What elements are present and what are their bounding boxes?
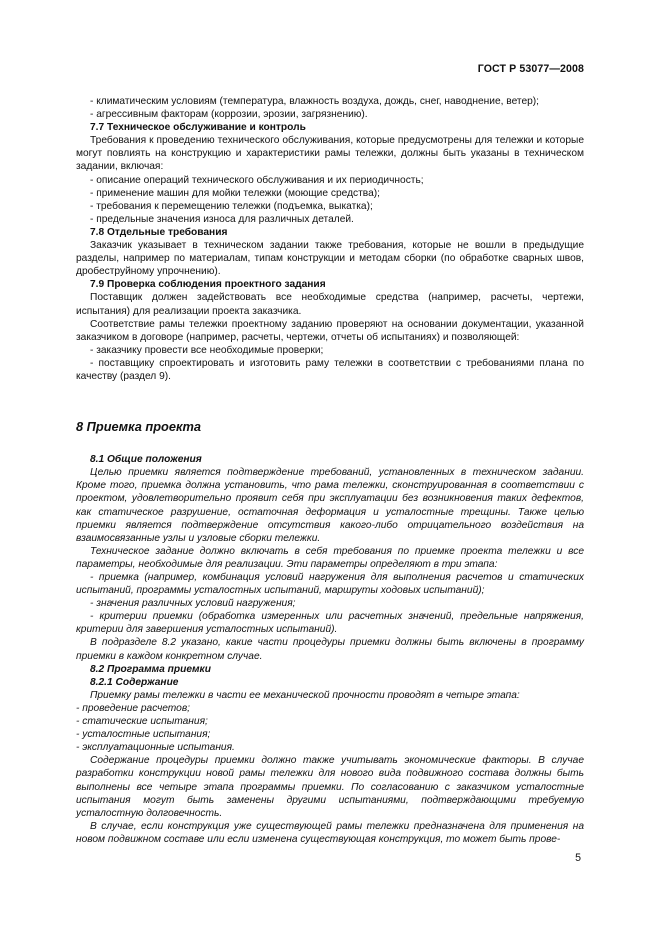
list-item: - описание операций технического обслуживания и их периодичность; bbox=[90, 174, 424, 186]
list-item: - применение машин для мойки тележки (моющие средства); bbox=[90, 187, 380, 199]
subsection-heading-8-2-1: 8.2.1 Содержание bbox=[90, 676, 179, 688]
subsection-heading-8-1: 8.1 Общие положения bbox=[90, 454, 202, 466]
list-item: - требования к перемещению тележки (подъемка, выкатка); bbox=[90, 200, 373, 212]
page-content bbox=[76, 95, 584, 846]
list-item: - заказчику провести все необходимые проверки; bbox=[90, 344, 324, 356]
paragraph: Техническое задание должно включать в себя требования по приемке проекта тележки и все параметры, необходимые для реализации. Эти параметры определяют в три этапа: bbox=[76, 545, 584, 570]
list-item: - поставщику спроектировать и изготовить раму тележки в соответствии с требованиями плана по качеству (раздел 9). bbox=[76, 357, 584, 382]
subsection-heading-8-2: 8.2 Программа приемки bbox=[90, 663, 211, 675]
list-item: - агрессивным факторам (коррозии, эрозии, загрязнению). bbox=[90, 109, 368, 121]
paragraph: Требования к проведению технического обслуживания, которые предусмотрены для тележки и которые могут повлиять на конструкцию и характеристики рамы тележки, должны быть указаны в техническом задании, включая: bbox=[76, 135, 584, 173]
list-item: - климатическим условиям (температура, влажность воздуха, дождь, снег, наводнение, ветер); bbox=[90, 96, 540, 107]
list-item: - проведение расчетов; bbox=[76, 702, 190, 714]
list-item: - усталостные испытания; bbox=[76, 729, 211, 741]
list-item: - статические испытания; bbox=[76, 716, 208, 728]
list-item: - эксплуатационные испытания. bbox=[76, 742, 235, 754]
paragraph: В подразделе 8.2 указано, какие части процедуры приемки должны быть включены в программу приемки в каждом конкретном случае. bbox=[76, 637, 584, 662]
list-item: - значения различных условий нагружения; bbox=[90, 598, 296, 610]
list-item: - критерии приемки (обработка измеренных или расчетных значений, предельные напряжения, критерии для завершения усталостных испытаний). bbox=[76, 611, 584, 636]
subsection-heading-7-8: 7.8 Отдельные требования bbox=[90, 226, 228, 238]
standard-header: ГОСТ Р 53077—2008 bbox=[477, 63, 584, 75]
list-item: - приемка (например, комбинация условий нагружения для выполнения расчетов и статических испытаний, программы усталостных испытаний, маршруты ходовых испытаний); bbox=[76, 572, 584, 597]
page-number: 5 bbox=[575, 852, 581, 864]
subsection-heading-7-7: 7.7 Техническое обслуживание и контроль bbox=[90, 122, 306, 134]
list-item: - предельные значения износа для различных деталей. bbox=[90, 213, 354, 225]
paragraph: Поставщик должен задействовать все необходимые средства (например, расчеты, чертежи, испытания) для реализации проекта заказчика. bbox=[76, 292, 584, 317]
section-heading-8: 8 Приемка проекта bbox=[76, 419, 201, 435]
paragraph: Соответствие рамы тележки проектному заданию проверяют на основании документации, указанной заказчиком в договоре (например, расчеты, чертежи, отчеты об испытаниях) и позволяющей: bbox=[76, 318, 584, 343]
subsection-heading-7-9: 7.9 Проверка соблюдения проектного задания bbox=[90, 279, 326, 291]
paragraph: Приемку рамы тележки в части ее механической прочности проводят в четыре этапа: bbox=[90, 689, 520, 701]
paragraph: Содержание процедуры приемки должно также учитывать экономические факторы. В случае разработки конструкции новой рамы тележки для нового вида подвижного состава должны быть выполнены все четыре этапа программы приемки. По согласованию с заказчиком усталостные испытания могут быть заменены другими испытаниями, подтверждающими требуемую усталостную долговечность. bbox=[76, 755, 584, 819]
paragraph: Целью приемки является подтверждение требований, установленных в техническом задании. Кроме того, приемка должна установить, что рама тележки, сконструированная в соответствии с проектом, удовлетворительно проявит себя при эксплуатации без возникновения таких дефектов, как статическое разрушение, остаточная деформация и усталостные трещины. Также целью приемки является подтверждение отсутствия какого-либо отрицательного воздействия на взаимосвязанные узлы и узловые сборки тележки. bbox=[76, 467, 584, 544]
paragraph: В случае, если конструкция уже существующей рамы тележки предназначена для применения на новом подвижном составе или если изменена существующая конструкция, то может быть прове- bbox=[76, 820, 584, 845]
paragraph: Заказчик указывает в техническом задании также требования, которые не вошли в предыдущие разделы, например по материалам, типам конструкции и методам сборки (по обработке сварных швов, дробеструйному упрочнению). bbox=[76, 240, 584, 278]
